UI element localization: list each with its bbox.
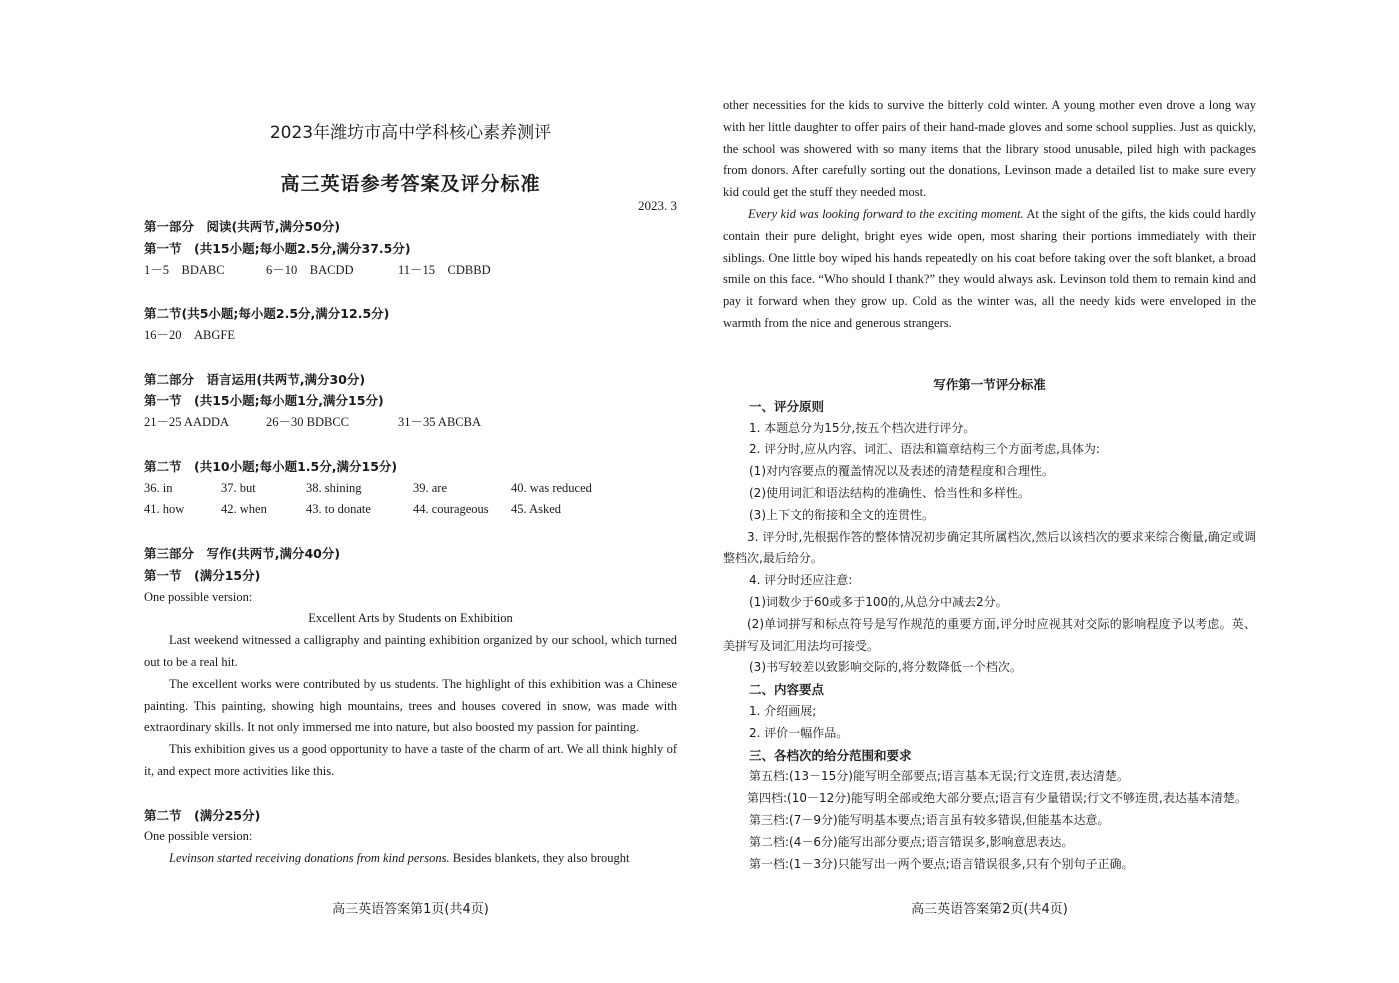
answer-item: 39. are — [413, 480, 448, 495]
criteria-item: (1)对内容要点的覆盖情况以及表述的清楚程度和合理性。 — [749, 464, 1055, 479]
story-paragraph — [723, 204, 1256, 335]
answer-group: 21－25 AADDA — [144, 415, 230, 430]
grade-level: 第五档:(13－15分)能写明全部要点;语言基本无误;行文连贯,表达清楚。 — [749, 769, 1129, 784]
content-point: 1. 介绍画展; — [749, 703, 817, 718]
answer-group: 31－35 ABCBA — [398, 415, 482, 430]
criteria-item: (2)单词拼写和标点符号是写作规范的重要方面,评分时应视其对交际的影响程度予以考虑。英、美拼写及词汇用法均可接受。 — [723, 616, 1256, 653]
part1-section1-title: 第一节 (共15小题;每小题2.5分,满分37.5分) — [144, 240, 411, 256]
criteria-heading: 三、各档次的给分范围和要求 — [749, 747, 912, 763]
essay-paragraph: Last weekend witnessed a calligraphy and painting exhibition organized by our school, which turned out to be a real hit. — [144, 633, 677, 669]
answer-item: 43. to donate — [306, 502, 371, 517]
answer-group: 6－10 BACDD — [266, 262, 354, 277]
answer-item: 40. was reduced — [511, 480, 592, 495]
part2-section1-title: 第一节 (共15小题;每小题1分,满分15分) — [144, 393, 384, 409]
part2-title: 第二部分 语言运用(共两节,满分30分) — [144, 371, 366, 387]
answer-group: 26－30 BDBCC — [266, 415, 350, 430]
criteria-item: (3)书写较差以致影响交际的,将分数降低一个档次。 — [749, 660, 1022, 675]
answer-item: 41. how — [144, 502, 185, 517]
part2-section2-title: 第二节 (共10小题;每小题1.5分,满分15分) — [144, 458, 398, 474]
criteria-item: 1. 本题总分为15分,按五个档次进行评分。 — [749, 420, 976, 435]
part3-section1-title: 第一节 (满分15分) — [144, 567, 261, 583]
answer-item: 37. but — [221, 480, 256, 495]
possible-version-label: One possible version: — [144, 829, 253, 844]
answer-item: 38. shining — [306, 480, 362, 495]
answer-key-section — [144, 216, 677, 870]
answer-item: 42. when — [221, 502, 267, 517]
story-text: Besides blankets, they also brought — [449, 851, 630, 866]
part3-section2-title: 第二节 (满分25分) — [144, 807, 261, 823]
answer-group: 11－15 CDBBD — [398, 262, 491, 277]
part3-title: 第三部分 写作(共两节,满分40分) — [144, 545, 341, 561]
answer-group: 1－5 BDABC — [144, 262, 225, 277]
essay-title: Excellent Arts by Students on Exhibition — [308, 611, 513, 626]
part2-section1-answers — [144, 412, 677, 434]
story-text: At the sight of the gifts, the kids could hardly contain their pure delight, bright eyes wide open, most sharing their portions immediately with their siblings. One little boy wiped his hands repeatedly on his coat before taking over the soft blanket, a broad smile on this face. “Who should I thank?” they would always ask. Levinson told them to remain kind and pay it forward when they grow up. Cold as the winter was, all the needy kids were enveloped in the warmth from the nice and generous strangers. — [723, 206, 1256, 330]
content-point: 2. 评价一幅作品。 — [749, 725, 849, 740]
grade-level: 第四档:(10－12分)能写明全部或绝大部分要点;语言有少量错误;行文不够连贯,表达基本清楚。 — [747, 791, 1247, 806]
answer-item: 45. Asked — [511, 502, 561, 517]
document-date: 2023. 3 — [638, 198, 677, 213]
part1-section2-answers — [144, 325, 677, 347]
criteria-title: 写作第一节评分标准 — [933, 377, 1046, 392]
grade-level: 第二档:(4－6分)能写出部分要点;语言错误多,影响意思表达。 — [749, 834, 1074, 849]
answer-group: 16－20 ABGFE — [144, 327, 235, 342]
story-opening — [144, 848, 677, 870]
criteria-item: 3. 评分时,先根据作答的整体情况初步确定其所属档次,然后以该档次的要求来综合衡量,确定或调整档次,最后给分。 — [723, 529, 1256, 566]
criteria-item: 2. 评分时,应从内容、词汇、语法和篇章结构三个方面考虑,具体为: — [749, 442, 1100, 457]
criteria-item: (2)使用词汇和语法结构的准确性、恰当性和多样性。 — [749, 485, 1031, 500]
story-continuation — [723, 95, 1256, 335]
answer-item: 36. in — [144, 480, 173, 495]
essay-paragraph: This exhibition gives us a good opportunity to have a taste of the charm of art. We all think highly of it, and expect more activities like this. — [144, 742, 677, 778]
part2-section2-answers-row1 — [144, 478, 677, 500]
criteria-heading: 一、评分原则 — [749, 398, 825, 414]
given-sentence: Every kid was looking forward to the exciting moment. — [748, 206, 1024, 221]
part1-title: 第一部分 阅读(共两节,满分50分) — [144, 219, 341, 234]
part1-section1-answers — [144, 260, 677, 282]
criteria-item: (1)词数少于60或多于100的,从总分中减去2分。 — [749, 594, 1008, 609]
grade-level: 第一档:(1－3分)只能写出一两个要点;语言错误很多,只有个别句子正确。 — [749, 856, 1134, 871]
criteria-heading: 二、内容要点 — [749, 682, 825, 698]
essay-paragraph: The excellent works were contributed by us students. The highlight of this exhibition was a Chinese painting. This painting, showing high mountains, trees and houses covered in snow, was made with extraordinary skills. It not only immersed me into nature, but also boosted my passion for painting. — [144, 676, 677, 735]
answer-item: 44. courageous — [413, 502, 489, 517]
scoring-criteria — [723, 374, 1256, 875]
exam-title: 2023年潍坊市高中学科核心素养测评 — [269, 123, 552, 143]
grade-level: 第三档:(7－9分)能写明基本要点;语言虽有较多错误,但能基本达意。 — [749, 812, 1110, 827]
criteria-item: 4. 评分时还应注意: — [749, 573, 853, 588]
criteria-item: (3)上下文的衔接和全文的连贯性。 — [749, 507, 934, 522]
given-sentence: Levinson started receiving donations from kind persons. — [169, 851, 450, 866]
possible-version-label: One possible version: — [144, 589, 253, 604]
part2-section2-answers-row2 — [144, 499, 677, 521]
page-footer: 高三英语答案第1页(共4页) — [332, 902, 489, 917]
document-heading: 高三英语参考答案及评分标准 — [280, 173, 541, 195]
story-paragraph: other necessities for the kids to survive the bitterly cold winter. A young mother even drove a long way with her little daughter to offer pairs of their hand-made gloves and some school supplies. Just as quickly, the school was showered with so many items that the library stood unusable, piled high with packages from donors. After carefully sorting out the donations, Levinson made a detailed list to make sure every kid could get the stuff they needed most. — [723, 98, 1256, 200]
page-footer: 高三英语答案第2页(共4页) — [911, 902, 1068, 917]
part1-section2-title: 第二节(共5小题;每小题2.5分,满分12.5分) — [144, 306, 390, 322]
